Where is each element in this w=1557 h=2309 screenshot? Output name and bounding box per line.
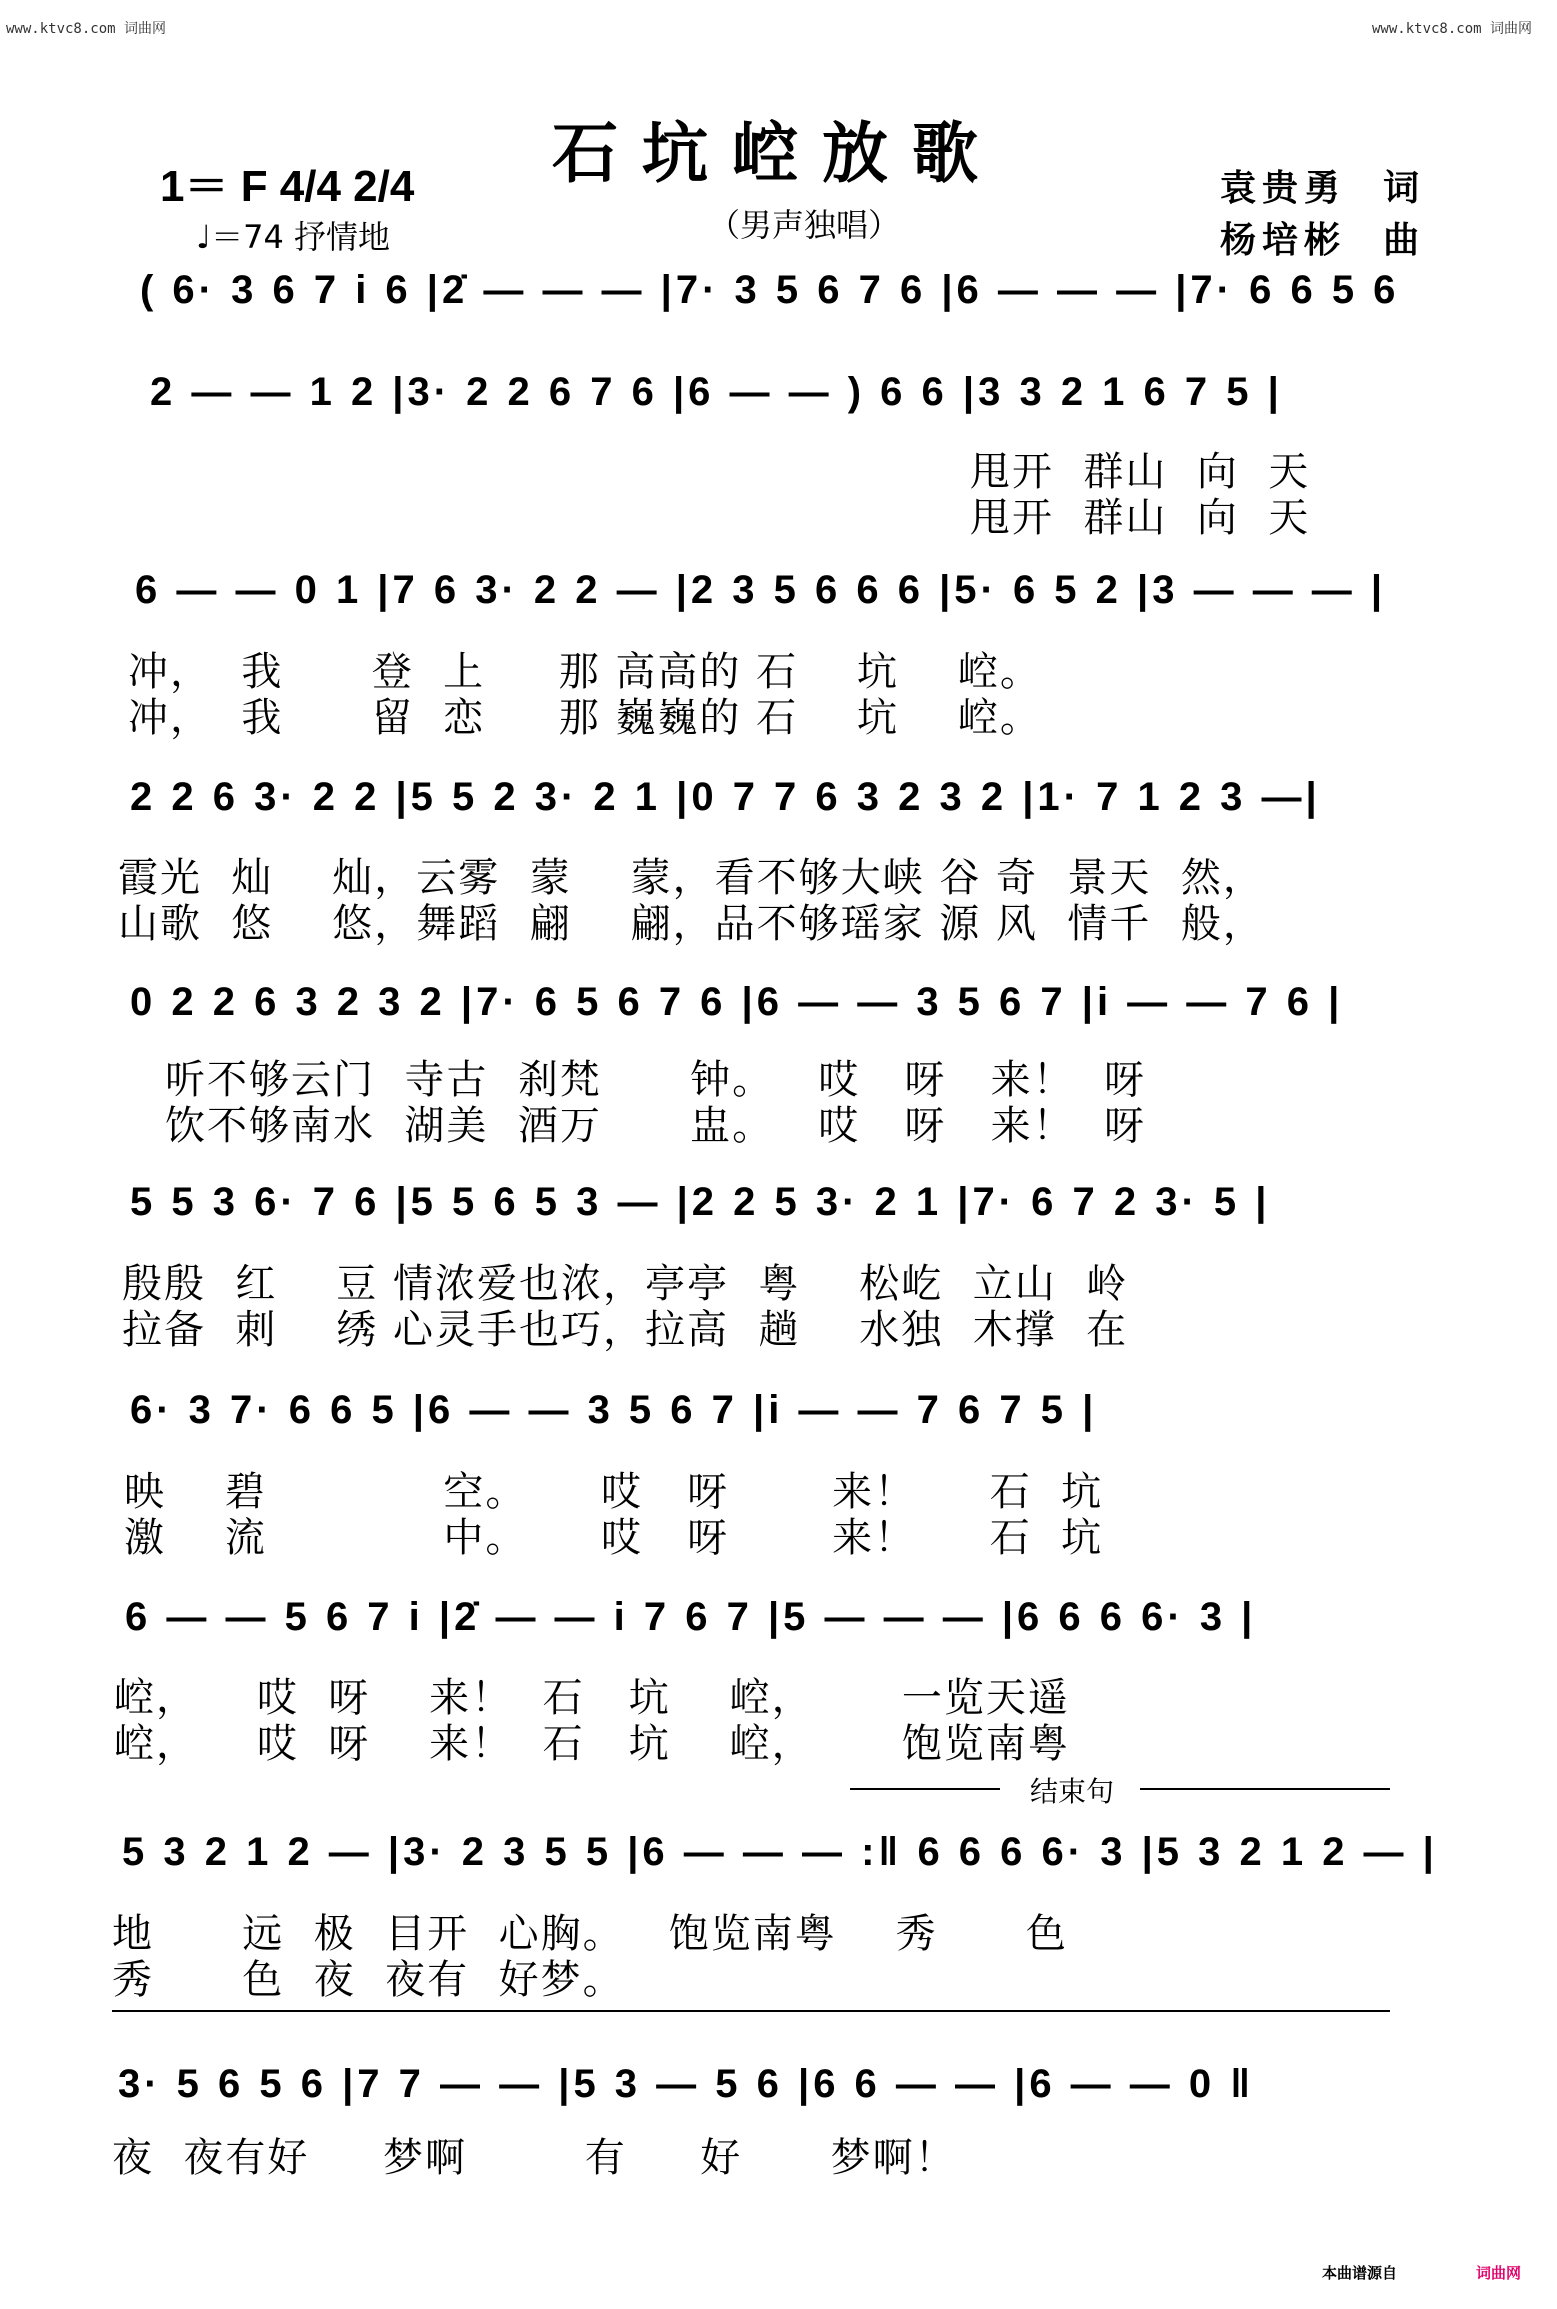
- ending-label: 结束句: [1030, 1775, 1115, 1808]
- score-line-7-lyric-1: 映 碧 空。 哎 呀 来！ 石 坑: [124, 1469, 1104, 1515]
- coda-slur: [112, 2010, 1390, 2012]
- ending-bracket-right: [1140, 1788, 1390, 1790]
- score-line-6-lyric-1: 殷殷 红 豆 情浓爱也浓，亭亭 粤 松屹 立山 岭: [122, 1261, 1129, 1307]
- score-line-2-lyric-2: 甩开 群山 向 天: [970, 495, 1311, 541]
- score-line-10-notes: 3· 5 6 5 6 |7 7 — — |5 3 — 5 6 |6 6 — — |6 — — 0 ‖: [118, 2062, 1255, 2106]
- score-line-10-lyric-1: 夜 夜有好 梦啊 有 好 梦啊！: [112, 2135, 957, 2181]
- ending-bracket-left: [850, 1788, 1000, 1790]
- score-line-8-lyric-2: 崆， 哎 呀 来！ 石 坑 崆， 饱览南粤: [114, 1721, 1070, 1767]
- score-line-9-lyric-1: 地 远 极 目开 心胸。 饱览南粤 秀 色: [112, 1911, 1068, 1957]
- tempo-marking: ♩＝74 抒情地: [196, 218, 390, 256]
- score-line-2-lyric-1: 甩开 群山 向 天: [970, 449, 1311, 495]
- score-line-9-lyric-2: 秀 色 夜 夜有 好梦。: [112, 1957, 625, 2003]
- score-line-7-notes: 6· 3 7· 6 6 5 |6 — — 3 5 6 7 |i — — 7 6 7 5 |: [130, 1388, 1098, 1432]
- score-line-3-notes: 6 — — 0 1 |7 6 3· 2 2 — |2 3 5 6 6 6 |5· 6 5 2 |3 — — — |: [135, 568, 1387, 612]
- score-line-2-notes: 2 — — 1 2 |3· 2 2 6 7 6 |6 — — ) 6 6 |3 3 2 1 6 7 5 |: [150, 370, 1283, 414]
- site-header-right: www.ktvc8.com 词曲网: [1372, 21, 1533, 37]
- score-line-8-notes: 6 — — 5 6 7 i |2̇ — — i 7 6 7 |5 — — — |6 6 6 6· 3 |: [125, 1595, 1257, 1639]
- composer-credit: 杨培彬 曲: [1220, 220, 1426, 261]
- footer-source-text: 本曲谱源自: [1322, 2264, 1398, 2282]
- song-title: 石坑崆放歌: [552, 114, 1002, 192]
- score-line-4-lyric-1: 霞光 灿 灿，云雾 蒙 蒙，看不够大峡 谷 奇 景天 然，: [118, 855, 1265, 901]
- score-line-1-notes: ( 6· 3 6 7 i 6 |2̇ — — — |7· 3 5 6 7 6 |6 — — — |7· 6 6 5 6: [140, 268, 1400, 312]
- score-line-3-lyric-1: 冲， 我 登 上 那 高高的 石 坑 崆。: [128, 649, 1042, 695]
- score-line-7-lyric-2: 激 流 中。 哎 呀 来！ 石 坑: [124, 1515, 1104, 1561]
- key-signature: 1＝ F 4/4 2/4: [160, 162, 415, 211]
- score-line-9-notes: 5 3 2 1 2 — |3· 2 3 5 5 |6 — — — :‖ 6 6 6 6· 3 |5 3 2 1 2 — |: [122, 1830, 1438, 1874]
- score-line-5-lyric-2: 饮不够南水 湖美 酒万 盅。 哎 呀 来！ 呀: [165, 1103, 1147, 1149]
- left-watermark-strip: [2, 30, 16, 2279]
- lyricist-credit: 袁贵勇 词: [1220, 168, 1426, 209]
- score-line-3-lyric-2: 冲， 我 留 恋 那 巍巍的 石 坑 崆。: [128, 695, 1042, 741]
- footer-brand-logo: 词曲网: [1476, 2264, 1522, 2282]
- score-line-4-lyric-2: 山歌 悠 悠，舞蹈 翩 翩，品不够瑶家 源 风 情千 般，: [118, 901, 1265, 947]
- right-watermark-strip: [1541, 30, 1555, 2279]
- score-line-5-notes: 0 2 2 6 3 2 3 2 |7· 6 5 6 7 6 |6 — — 3 5 6 7 |i — — 7 6 |: [130, 980, 1344, 1024]
- score-line-6-notes: 5 5 3 6· 7 6 |5 5 6 5 3 — |2 2 5 3· 2 1 |7· 6 7 2 3· 5 |: [130, 1180, 1271, 1224]
- score-line-6-lyric-2: 拉备 刺 绣 心灵手也巧，拉高 趟 水独 木撑 在: [122, 1307, 1129, 1353]
- site-header-left: www.ktvc8.com 词曲网: [6, 21, 167, 37]
- song-subtitle: （男声独唱）: [708, 206, 901, 244]
- score-line-8-lyric-1: 崆， 哎 呀 来！ 石 坑 崆， 一览天遥: [114, 1675, 1070, 1721]
- score-line-4-notes: 2 2 6 3· 2 2 |5 5 2 3· 2 1 |0 7 7 6 3 2 3 2 |1· 7 1 2 3 —|: [130, 775, 1321, 819]
- score-line-5-lyric-1: 听不够云门 寺古 刹梵 钟。 哎 呀 来！ 呀: [165, 1057, 1147, 1103]
